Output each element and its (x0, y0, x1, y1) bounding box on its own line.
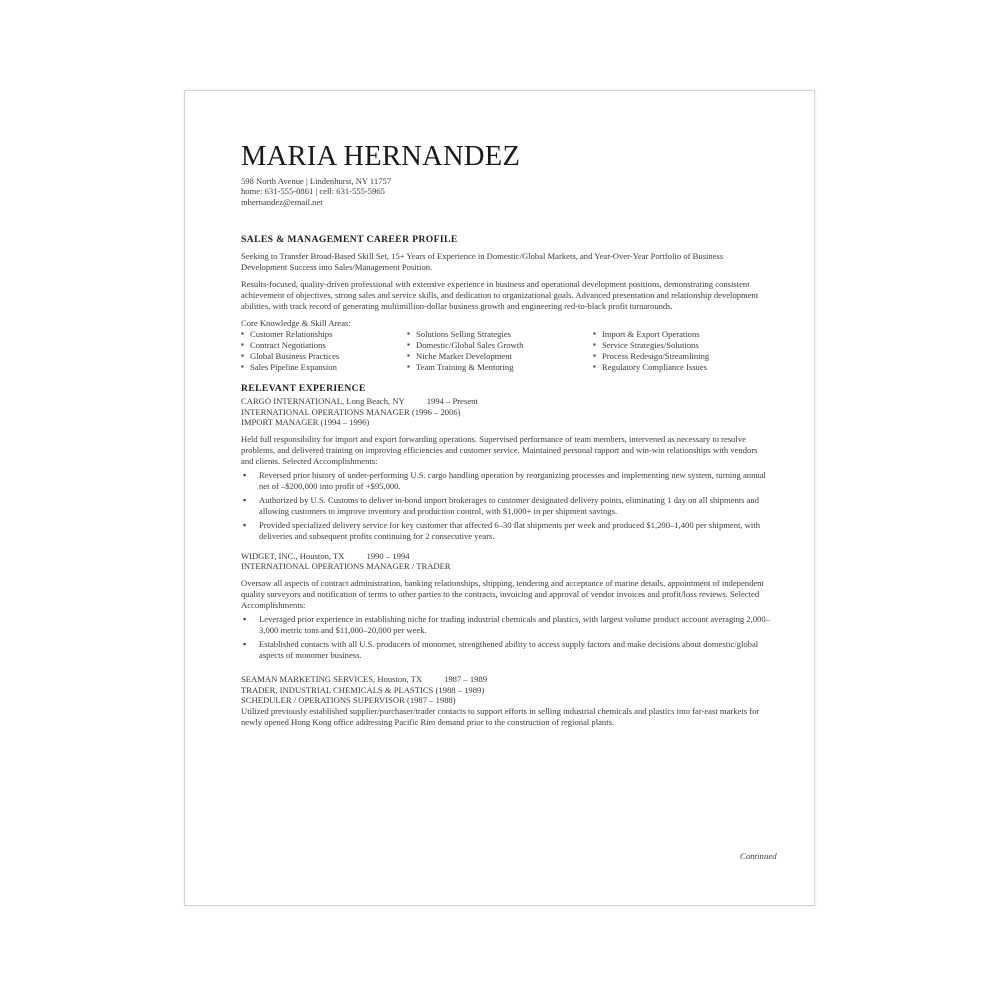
skills-column (241, 329, 407, 373)
resume-page (184, 90, 815, 906)
profile-summary: Results-focused, quality-driven professional with extensive experience in business and operational development positions, demonstrating consistent achievement of objectives, strong sales and service skills, and dedication to organizational goals. Advanced presentation and relationship development abilities, with track record of generating multimillion-dollar business growth and engineering red-to-black profit turnarounds. (241, 279, 759, 312)
skill-item: ▪ Sales Pipeline Expansion (241, 362, 407, 373)
section-heading-experience: RELEVANT EXPERIENCE (241, 383, 366, 395)
job-header (241, 551, 771, 562)
accomplishment-list (241, 470, 771, 541)
resume-name: MARIA HERNANDEZ (241, 141, 521, 172)
job-header (241, 674, 771, 685)
job-entry (241, 551, 771, 661)
job-company: SEAMAN MARKETING SERVICES, Houston, TX (241, 673, 423, 684)
job-description: Held full responsibility for import and export forwarding operations. Supervised performance of team members, intervened as necessary to resolve problems, and delivered training on improving efficiencies and customer service. Maintained personal rapport and win-win relationships with vendors and clients. Selected Accomplishments: (241, 434, 758, 467)
skill-item: ▪ Domestic/Global Sales Growth (407, 340, 593, 351)
skill-item: ▪ Process Redesign/Streamlining (593, 351, 771, 362)
resume-content (241, 143, 771, 728)
job-description: Utilized previously established supplier/purchaser/trader contacts to support efforts in selling industrial chemicals and plastics into far-east markets for newly opened Hong Kong office addressing Pacific Rim demand prior to the construction of regional plants. (241, 706, 760, 728)
contact-email: mhernandez@email.net (241, 197, 323, 208)
skills-grid (241, 329, 771, 373)
skill-item: ▪ Regulatory Compliance Issues (593, 362, 771, 373)
accomplishment-item: ▪ Leveraged prior experience in establishing niche for trading industrial chemicals and plastics, with largest volume product account averaging 2,000–3,000 metric tons and $11,000–20,000 per week. (241, 614, 771, 636)
accomplishment-item: ▪ Reversed prior history of under-performing U.S. cargo handling operation by reorganizing processes and implementing new system, turning annual net of –$200,000 into profit of +$95,000. (241, 470, 771, 492)
job-dates: 1987 – 1989 (444, 673, 488, 684)
section-heading-profile: SALES & MANAGEMENT CAREER PROFILE (241, 234, 458, 246)
job-title: TRADER, INDUSTRIAL CHEMICALS & PLASTICS (1988 – 1989) (241, 684, 485, 695)
skill-item: ▪ Team Training & Mentoring (407, 362, 593, 373)
job-header (241, 396, 771, 407)
skill-item: ▪ Contract Negotiations (241, 340, 407, 351)
job-company: CARGO INTERNATIONAL, Long Beach, NY (241, 395, 405, 406)
job-company: WIDGET, INC., Houston, TX (241, 550, 345, 561)
job-dates: 1994 – Present (426, 395, 478, 406)
skills-label: Core Knowledge & Skill Areas: (241, 317, 351, 328)
skills-column (593, 329, 771, 373)
continued-note: Continued (740, 851, 777, 861)
skill-item: ▪ Import & Export Operations (593, 329, 771, 340)
accomplishment-item: ▪ Established contacts with all U.S. producers of monomer, strengthened ability to access supply factors and make decisions about domestic/global aspects of monomer business. (241, 639, 771, 661)
skill-item: ▪ Solutions Selling Strategies (407, 329, 593, 340)
skill-item: ▪ Niche Market Development (407, 351, 593, 362)
profile-intro: Seeking to Transfer Broad-Based Skill Set, 15+ Years of Experience in Domestic/Global Markets, and Year-Over-Year Portfolio of Business Development Success into Sales/Management Position. (241, 251, 724, 273)
skill-item: ▪ Global Business Practices (241, 351, 407, 362)
skill-item: ▪ Service Strategies/Solutions (593, 340, 771, 351)
accomplishment-item: ▪ Authorized by U.S. Customs to deliver in-bond import brokerages to customer designated delivery points, eliminating 1 day on all shipments and allowing customers to improve inventory and production control, with $1,000+ in per shipment savings. (241, 495, 771, 517)
job-entry (241, 674, 771, 729)
job-entry (241, 396, 771, 542)
skill-item: ▪ Customer Relationships (241, 329, 407, 340)
job-title: INTERNATIONAL OPERATIONS MANAGER (1996 – 2006) (241, 406, 461, 417)
contact-phones: home: 631-555-0861 | cell: 631-555-5965 (241, 186, 385, 197)
contact-address: 598 North Avenue | Lindenhurst, NY 11757 (241, 175, 392, 186)
job-description: Oversaw all aspects of contract administration, banking relationships, shipping, tendering and acceptance of marine details, appointment of independent quality surveyors and notification of terms to other parties to the contracts, invoicing and approval of vendor invoices and profit/loss reviews. Selected Accomplishments: (241, 578, 764, 611)
job-title: SCHEDULER / OPERATIONS SUPERVISOR (1987 – 1988) (241, 695, 456, 706)
job-title: IMPORT MANAGER (1994 – 1996) (241, 417, 370, 428)
accomplishment-item: ▪ Provided specialized delivery service for key customer that affected 6–30 flat shipments per week and produced $1,200–1,400 per shipment, with deliveries and subsequent profits continuing for 2 consecutive years. (241, 520, 771, 542)
skills-column (407, 329, 593, 373)
job-dates: 1990 – 1994 (366, 550, 410, 561)
accomplishment-list (241, 614, 771, 661)
job-title: INTERNATIONAL OPERATIONS MANAGER / TRADER (241, 561, 451, 572)
